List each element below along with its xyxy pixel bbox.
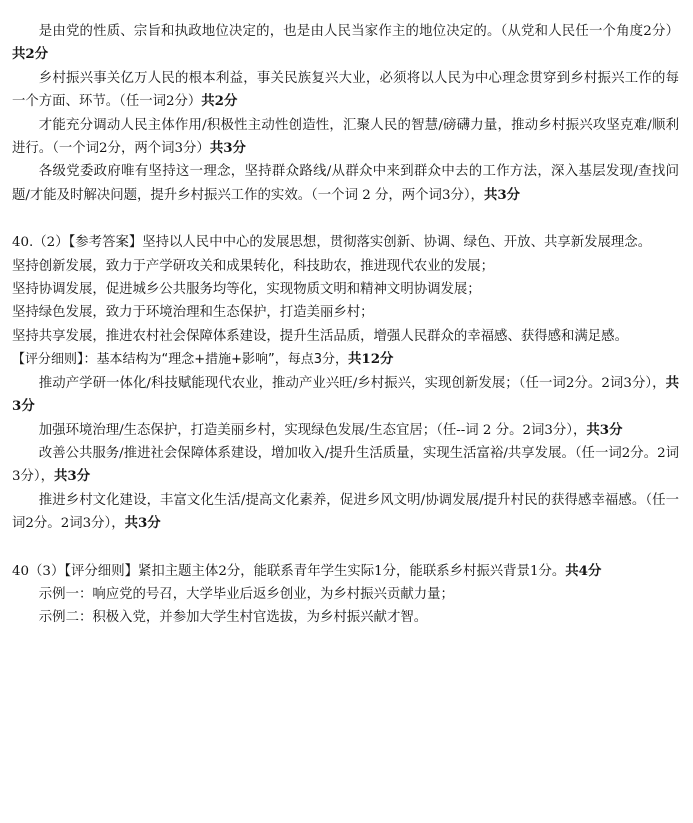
score-label: 共4分 (565, 562, 602, 579)
paragraph-party-committees (12, 160, 679, 207)
score-label: 共2分 (201, 93, 238, 110)
answer-line-coordination: 坚持协调发展，促进城乡公共服务均等化，实现物质文明和精神文明协调发展； (12, 282, 481, 298)
score-label: 共3分 (209, 140, 246, 157)
section-spacer (12, 536, 679, 560)
question-40-3-header (12, 560, 679, 583)
paragraph-rural-revitalization-interest (12, 67, 679, 114)
question-40-2-header: 40.（2）【参考答案】坚持以人民中中心的发展思想，贯彻落实创新、协调、绿色、开放、共享新发展理念。 (12, 235, 652, 251)
example-two: 示例二：积极入党，并参加大学生村官选拔，为乡村振兴献才智。 (38, 610, 428, 626)
score-label: 共3分 (483, 186, 521, 203)
score-label: 共3分 (586, 421, 623, 438)
section-spacer (12, 207, 679, 231)
answer-line-innovation: 坚持创新发展，致力于产学研攻关和成果转化，科技助农，推进现代农业的发展； (12, 258, 495, 274)
paragraph-text: 乡村振兴事关亿万人民的根本利益，事关民族复兴大业，必须将以人民为中心理念贯穿到乡村振兴工作的每一个方面、环节。（任一词2分） (12, 70, 679, 110)
rubric-text: 【评分细则】：基本结构为“理念+措施+影响”，每点3分， (12, 352, 349, 368)
paragraph-people-initiative (12, 114, 679, 161)
score-label: 共2分 (12, 46, 49, 63)
rubric-item-culture (12, 489, 679, 536)
rubric-item-text: 推动产学研一体化/科技赋能现代农业，推动产业兴旺/乡村振兴，实现创新发展；（任一词2分。2词3分）， (38, 375, 666, 391)
score-label: 共3分 (54, 468, 91, 485)
rubric-item-text: 改善公共服务/推进社会保障体系建设，增加收入/提升生活质量，实现生活富裕/共享发展。（任一词2分。2词3分）， (12, 445, 679, 485)
score-label: 共12分 (348, 351, 394, 368)
answer-line-green: 坚持绿色发展，致力于环境治理和生态保护，打造美丽乡村； (12, 305, 374, 321)
rubric-item-text: 加强环境治理/生态保护，打造美丽乡村，实现绿色发展/生态宜居；（任--词 2 分。2词3分）， (38, 422, 587, 438)
rubric-item-innovation (12, 372, 679, 419)
answer-line-sharing: 坚持共享发展，推进农村社会保障体系建设，提升生活品质，增强人民群众的幸福感、获得感和满足感。 (12, 328, 628, 344)
paragraph-party-position (12, 20, 679, 67)
paragraph-text: 各级党委政府唯有坚持这一理念，坚持群众路线/从群众中来到群众中去的工作方法，深入基层发现/查找问题/才能及时解决问题，提升乡村振兴工作的实效。（一个词 2 分，两个词3分）， (12, 164, 679, 203)
example-one: 示例一：响应党的号召，大学毕业后返乡创业，为乡村振兴贡献力量； (38, 586, 454, 602)
rubric-item-text: 推进乡村文化建设，丰富文化生活/提高文化素养，促进乡风文明/协调发展/提升村民的获得感幸福感。（任一词2分。2词3分）， (12, 492, 679, 532)
score-label: 共3分 (124, 515, 161, 532)
rubric-item-green (12, 419, 679, 442)
paragraph-text: 是由党的性质、宗旨和执政地位决定的，也是由人民当家作主的地位决定的。（从党和人民任一个角度2分） (38, 24, 679, 39)
paragraph-text: 才能充分调动人民主体作用/积极性主动性创造性，汇聚人民的智慧/磅礴力量，推动乡村振兴攻坚克难/顺利进行。（一个词2分，两个词3分） (12, 117, 679, 157)
score-label: 共3分 (12, 374, 679, 415)
rubric-item-sharing (12, 442, 679, 489)
rubric-text: 40（3）【评分细则】紧扣主题主体2分，能联系青年学生实际1分，能联系乡村振兴背景1分。 (12, 563, 566, 579)
rubric-40-2 (12, 348, 679, 371)
